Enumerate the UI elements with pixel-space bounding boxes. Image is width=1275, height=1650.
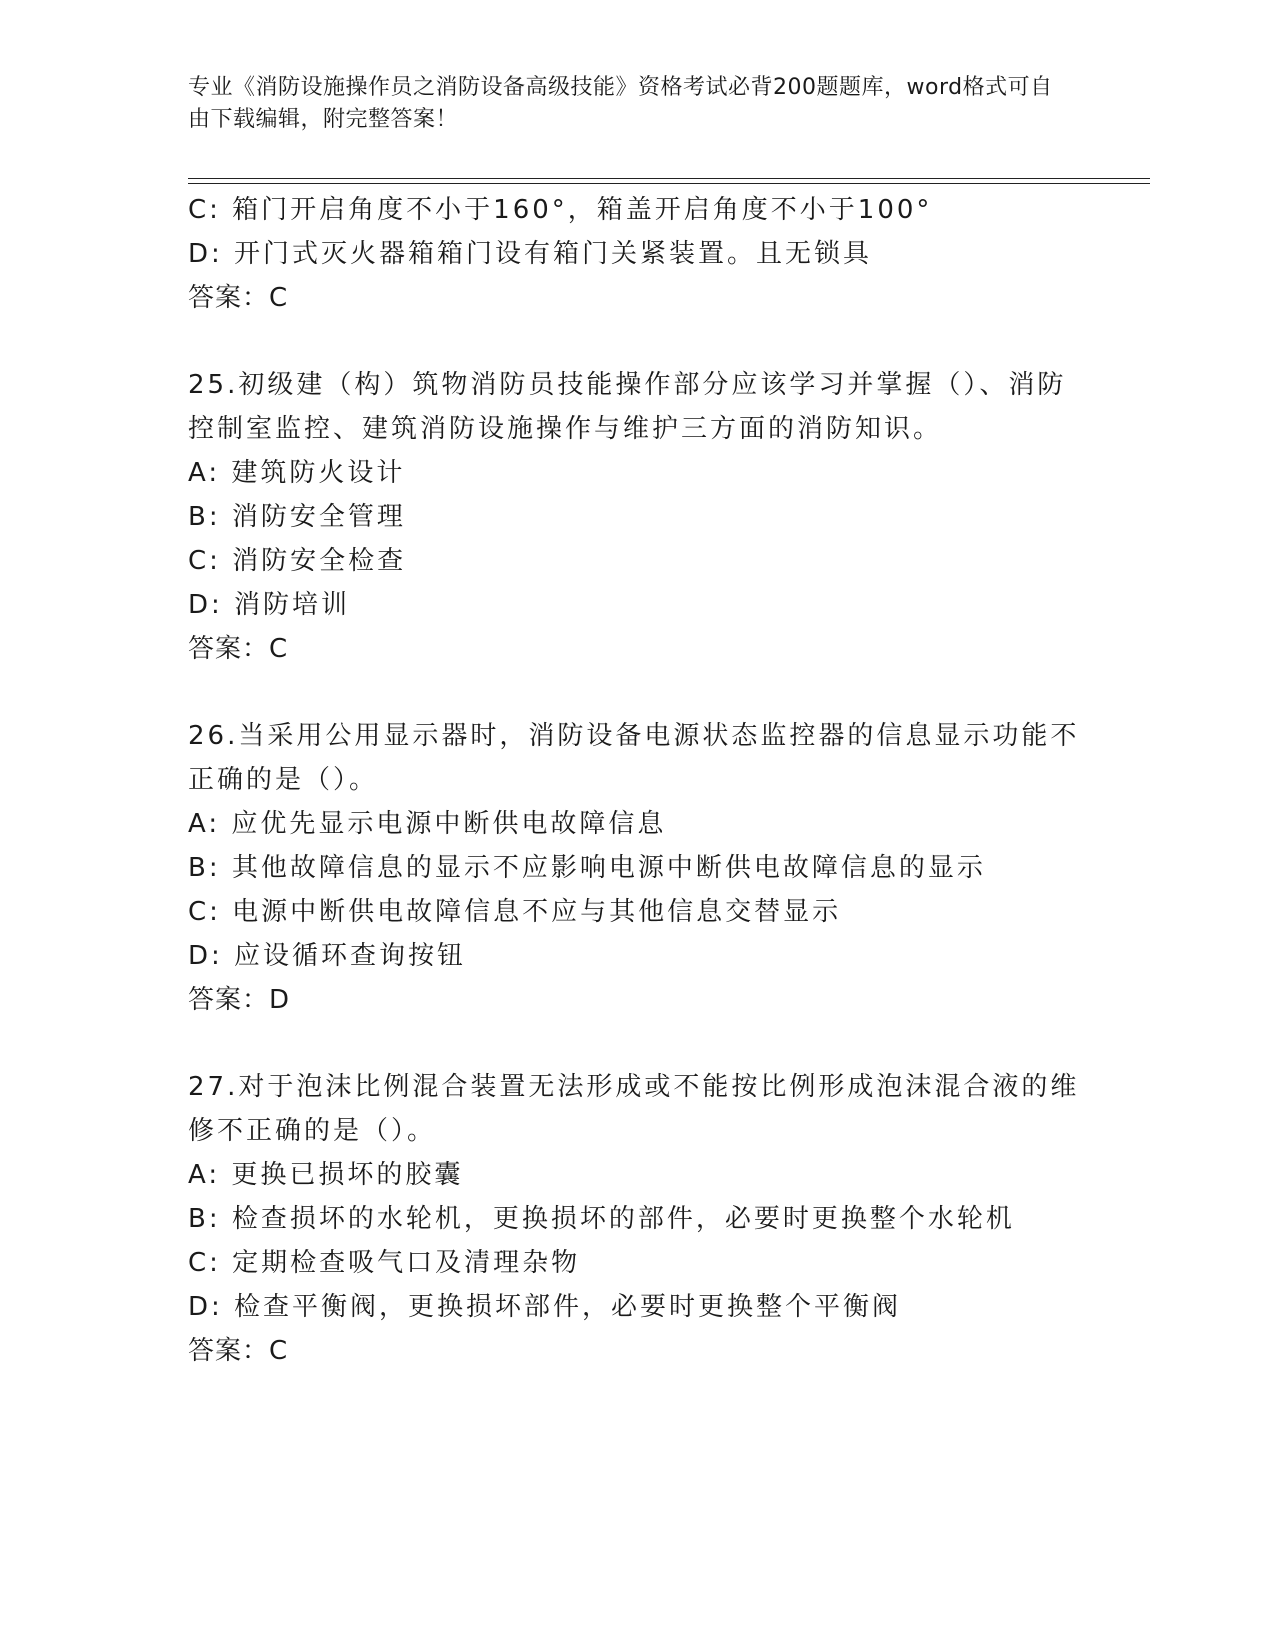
question-25-option-c: C: 消防安全检查	[188, 546, 407, 576]
question-25-stem-line2: 控制室监控、建筑消防设施操作与维护三方面的消防知识。	[188, 414, 943, 444]
question-27-option-a: A: 更换已损坏的胶囊	[188, 1160, 464, 1190]
question-26-option-c: C: 电源中断供电故障信息不应与其他信息交替显示	[188, 897, 842, 927]
question-25-option-a: A: 建筑防火设计	[188, 458, 406, 488]
question-26-stem-line2: 正确的是（）。	[188, 765, 379, 795]
header-divider-top	[188, 178, 1150, 179]
question-26-option-d: D: 应设循环查询按钮	[188, 941, 467, 971]
document-header: 专业《消防设施操作员之消防设备高级技能》资格考试必背200题题库，word格式可自由下载编辑，附完整答案！	[188, 75, 1053, 132]
question-27-option-d: D: 检查平衡阀，更换损坏部件，必要时更换整个平衡阀	[188, 1292, 902, 1322]
answer: 答案：C	[188, 283, 289, 313]
question-27-option-b: B: 检查损坏的水轮机，更换损坏的部件，必要时更换整个水轮机	[188, 1204, 1015, 1234]
question-25-option-d: D: 消防培训	[188, 590, 351, 620]
question-25-option-b: B: 消防安全管理	[188, 502, 406, 532]
question-26-answer: 答案：D	[188, 985, 291, 1015]
question-27-stem-line1: 27.对于泡沫比例混合装置无法形成或不能按比例形成泡沫混合液的维	[188, 1072, 1080, 1102]
question-25-stem-line1: 25.初级建（构）筑物消防员技能操作部分应该学习并掌握（）、消防	[188, 370, 1067, 400]
question-27-answer: 答案：C	[188, 1336, 289, 1366]
header-divider-bottom	[188, 183, 1150, 184]
question-27-stem-line2: 修不正确的是（）。	[188, 1116, 437, 1146]
question-26-option-b: B: 其他故障信息的显示不应影响电源中断供电故障信息的显示	[188, 853, 986, 883]
option-c: C: 箱门开启角度不小于160°，箱盖开启角度不小于100°	[188, 195, 933, 225]
option-d: D: 开门式灭火器箱箱门设有箱门关紧装置。且无锁具	[188, 239, 873, 269]
question-27-option-c: C: 定期检查吸气口及清理杂物	[188, 1248, 581, 1278]
question-26-stem-line1: 26.当采用公用显示器时，消防设备电源状态监控器的信息显示功能不	[188, 721, 1080, 751]
question-26-option-a: A: 应优先显示电源中断供电故障信息	[188, 809, 667, 839]
question-25-answer: 答案：C	[188, 634, 289, 664]
